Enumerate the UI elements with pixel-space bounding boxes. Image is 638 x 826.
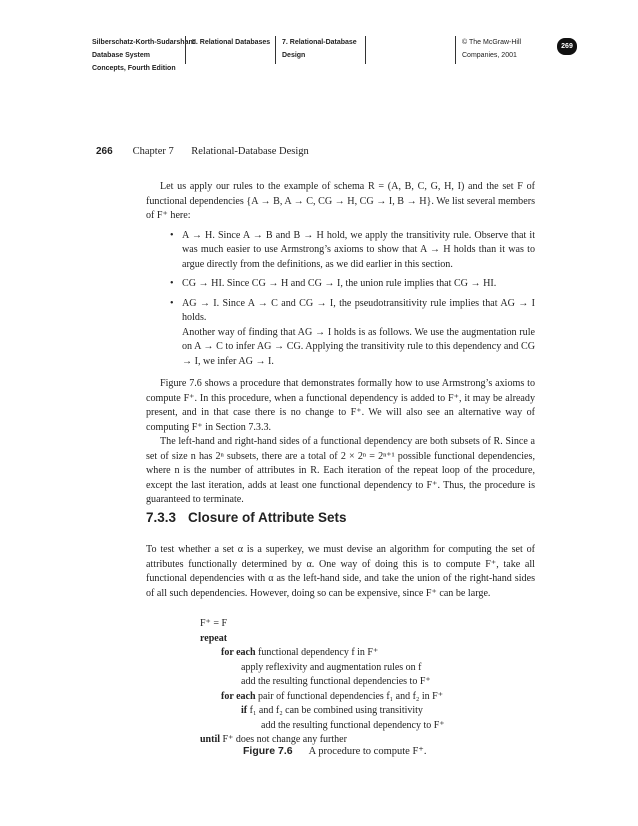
header-copyright-line-2: Companies, 2001 xyxy=(462,52,517,59)
algorithm-text: apply reflexivity and augmentation rules on f xyxy=(241,661,422,673)
figure-reference-paragraph: Figure 7.6 shows a procedure that demonstrates formally how to use Armstrong’s axioms to compute F⁺. In this procedure, when a functional dependency is added to F⁺, it may be already present, and in that case there is no change to F⁺. We will also see an alternative way of computing F⁺ in Section 7.3.3. xyxy=(146,378,535,433)
algorithm-text: add the resulting functional dependencies to F⁺ xyxy=(241,676,431,687)
algorithm-text: f₁ and f₂ can be combined using transitivity xyxy=(247,705,423,716)
bullet-text: A → H. Since A → B and B → H hold, we apply the transitivity rule. Observe that it was much easier to use Armstrong’s axioms to show that A → H holds than it was to argue directly from the definitions, as we did earlier in this section. xyxy=(182,229,535,270)
bullet-item xyxy=(146,277,535,292)
bullet-text: CG → HI. Since CG → H and CG → I, the union rule implies that CG → HI. xyxy=(182,278,497,289)
algorithm-text: pair of functional dependencies f₁ and f₂ in F⁺ xyxy=(255,690,444,702)
running-chapter-title: Relational-Database Design xyxy=(191,146,309,157)
bullet-item xyxy=(146,297,535,326)
section-title: Closure of Attribute Sets xyxy=(188,510,347,525)
figure-caption xyxy=(243,745,426,757)
algorithm-text: add the resulting functional dependency to F⁺ xyxy=(261,719,445,731)
algorithm-line xyxy=(200,675,445,690)
running-chapter: Chapter 7 xyxy=(132,146,174,157)
body-text xyxy=(146,180,535,508)
page-number-badge: 269 xyxy=(557,38,577,55)
section-number: 7.3.3 xyxy=(146,510,177,525)
intro-paragraph: Let us apply our rules to the example of schema R = (A, B, C, G, H, I) and the set F of functional dependencies {A → B, A → C, CG → H, CG → I, B → H}. We list several members of F⁺ here: xyxy=(146,181,535,221)
algorithm-text: F⁺ does not change any further xyxy=(220,734,347,745)
algorithm-keyword: for each xyxy=(221,647,256,658)
bullet-dot-icon: • xyxy=(170,229,174,241)
functional-dependency-count-paragraph: The left-hand and right-hand sides of a functional dependency are both subsets of R. Since a set of size n has 2ⁿ subsets, there are a total of 2 × 2ⁿ = 2ⁿ⁺¹ possible functional dependencies, where n is the number of attributes in R. Each iteration of the repeat loop of the procedure, except the last iteration, adds at least one functional dependency to F⁺. Thus, the procedure is guaranteed to terminate. xyxy=(146,436,535,505)
algorithm-line xyxy=(200,632,445,647)
header-book-info xyxy=(86,36,195,82)
algorithm-text: F⁺ = F xyxy=(200,618,228,629)
algorithm-text: functional dependency f in F⁺ xyxy=(255,647,379,658)
algorithm-keyword: for each xyxy=(221,690,256,702)
bullet-dot-icon: • xyxy=(170,278,174,289)
figure-label: Figure 7.6 xyxy=(243,745,293,757)
header-chapter xyxy=(275,36,357,64)
section-heading xyxy=(146,510,359,525)
header-copyright xyxy=(455,36,521,64)
header-book-line-3: Concepts, Fourth Edition xyxy=(92,65,176,72)
section-paragraph: To test whether a set α is a superkey, we must devise an algorithm for computing the set of attributes functionally determined by α. One way of doing this is to compute F⁺, take all functional dependencies with α as the left-hand side, and take the union of the right-hand sides of all such dependencies. However, doing so can be expensive, since F⁺ can be large. xyxy=(146,544,535,599)
header-book-line-2: Database System xyxy=(92,52,150,59)
section-body xyxy=(146,533,535,611)
algorithm-line xyxy=(200,719,445,734)
bullet-text: AG → I. Since A → C and CG → I, the pseudotransitivity rule implies that AG → I holds. xyxy=(182,297,535,323)
header-part-label: II. Relational Databases xyxy=(192,39,271,46)
algorithm-line xyxy=(200,690,445,705)
bullet-subparagraph: Another way of finding that AG → I holds is as follows. We use the augmentation rule on A → C to infer AG → CG. Applying the transitivity rule to this dependency and CG → I, we infer AG → I. xyxy=(182,326,535,367)
figure-caption-text: A procedure to compute F⁺. xyxy=(308,746,427,757)
bullet-dot-icon: • xyxy=(170,297,174,309)
header-part xyxy=(185,36,270,64)
bullet-item xyxy=(146,229,535,273)
running-head xyxy=(96,146,309,157)
algorithm-line xyxy=(200,661,445,676)
algorithm-line xyxy=(200,646,445,661)
running-page-number: 266 xyxy=(96,146,113,157)
header-copyright-line-1: © The McGraw-Hill xyxy=(462,39,522,46)
algorithm-line xyxy=(200,704,445,719)
header-divider xyxy=(365,36,366,64)
page-header xyxy=(0,0,638,90)
algorithm-keyword: if xyxy=(241,705,248,716)
header-book-line-1: Silberschatz-Korth-Sudarshan: xyxy=(92,39,196,46)
algorithm-keyword: until xyxy=(200,734,221,745)
algorithm-listing xyxy=(200,617,445,748)
header-chapter-line-1: 7. Relational-Database xyxy=(282,39,357,46)
algorithm-line xyxy=(200,617,445,632)
algorithm-keyword: repeat xyxy=(200,632,228,644)
header-chapter-line-2: Design xyxy=(282,52,306,59)
